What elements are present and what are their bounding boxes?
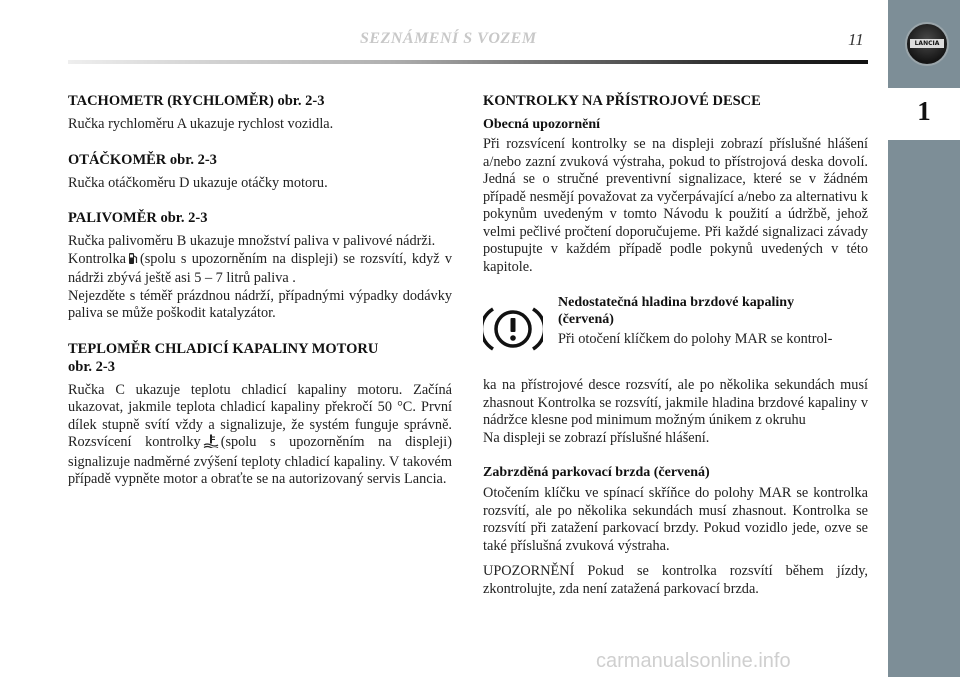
brake-warning-icon bbox=[483, 300, 543, 358]
dashboard-lights-heading: KONTROLKY NA PŘÍSTROJOVÉ DESCE bbox=[483, 93, 761, 109]
coolant-heading-line2: obr. 2-3 bbox=[68, 358, 115, 375]
fuel-warning-text-end: (spolu s upozorněním na displeji) se rozsvítí, když v nádrži zbývá ještě asi 5 – 7 litrů paliva . bbox=[68, 250, 452, 286]
watermark: carmanualsonline.info bbox=[596, 650, 791, 672]
rev-counter-text: Ručka otáčkoměru D ukazuje otáčky motoru. bbox=[68, 174, 328, 191]
left-column bbox=[68, 92, 452, 489]
parking-brake-warning: UPOZORNĚNÍ Pokud se kontrolka rozsvítí během jízdy, zkontrolujte, zda není zatažená parkovací brzda. bbox=[483, 563, 868, 597]
brake-fluid-heading-line2: (červená) bbox=[558, 312, 614, 327]
parking-brake-text: Otočením klíčku ve spínací skříňce do polohy MAR se kontrolka rozsvítí, ale po několika sekundách musí zhasnout. Kontrolka se rozsvítí při zatažení parkovací brzdy. Pokud vozidlo jede, ozve se také příslušná zvuková výstraha. bbox=[483, 485, 868, 554]
chapter-number: 1 bbox=[917, 96, 931, 126]
coolant-temperature-icon bbox=[203, 434, 219, 454]
brake-fluid-text: ka na přístrojové desce rozsvítí, ale po několika sekundách musí zhasnout Kontrolka se rozsvítí, jakmile hladina brzdové kapaliny v nádržce klesne pod minimum možným únikem z okruhu bbox=[483, 377, 868, 428]
brake-fluid-text-first-line: Při otočení klíčkem do polohy MAR se kontrol- bbox=[558, 331, 833, 347]
coolant-text-start: Ručka C ukazuje teplotu chladicí kapaliny motoru. Začíná ukazovat, jakmile teplota chladicí kapaliny překročí 50 °C. První dílek stupně svítí vždy a signalizuje, že systém funguje správně. Rozsvícení kontrolky bbox=[68, 381, 452, 450]
brake-fluid-display-note: Na displeji se zobrazí příslušné hlášení. bbox=[483, 429, 710, 446]
fuel-warning-text bbox=[68, 251, 452, 288]
speedometer-heading: TACHOMETR (RYCHLOMĚR) obr. 2-3 bbox=[68, 93, 325, 109]
brake-fluid-heading-line1: Nedostatečná hladina brzdové kapaliny bbox=[558, 295, 795, 310]
lancia-logo bbox=[905, 22, 949, 66]
rev-counter-heading: OTÁČKOMĚR obr. 2-3 bbox=[68, 151, 217, 168]
running-header: SEZNÁMENÍ S VOZEM bbox=[360, 30, 537, 47]
speedometer-text: Ručka rychloměru A ukazuje rychlost vozidla. bbox=[68, 116, 334, 132]
header-rule bbox=[68, 60, 868, 64]
fuel-pump-icon bbox=[128, 251, 138, 271]
fuel-warning-text-start: Kontrolka bbox=[68, 250, 126, 267]
chapter-side-tab bbox=[888, 0, 960, 677]
general-warnings-subheading: Obecná upozornění bbox=[483, 117, 601, 132]
logo-text: LANCIA bbox=[914, 40, 940, 47]
fuel-empty-advice: Nejezděte s téměř prázdnou nádrží, případnými výpadky dodávky paliva se může poškodit katalyzátor. bbox=[68, 287, 452, 321]
parking-brake-heading: Zabrzděná parkovací brzda (červená) bbox=[483, 465, 710, 480]
brake-fluid-section bbox=[483, 294, 868, 414]
fuel-gauge-heading: PALIVOMĚR obr. 2-3 bbox=[68, 210, 208, 226]
coolant-text-end: (spolu s upozorněním na displeji) signalizuje nadměrné zvýšení teploty chladicí kapaliny. V takovém případě vypněte motor a obraťte se na autorizovaný servis Lancia. bbox=[68, 434, 453, 487]
coolant-text bbox=[68, 382, 452, 489]
fuel-gauge-text: Ručka palivoměru B ukazuje množství paliva v palivové nádrži. bbox=[68, 233, 436, 249]
right-column bbox=[483, 92, 868, 598]
page-number: 11 bbox=[848, 30, 864, 49]
coolant-heading-line1: TEPLOMĚR CHLADICÍ KAPALINY MOTORU bbox=[68, 340, 379, 357]
general-warnings-text: Při rozsvícení kontrolky se na displeji zobrazí příslušné hlášení a/nebo zazní zvuková výstraha, pokud to přístrojová deska dovolí. Jedná se o stručné preventivní signalizace, které se v žádném případě nesmějí považovat za vyčerpávající a/nebo za alternativu k pokynům uvedeným v tomto Návodu k použití a údržbě, jehož velmi pečlivé pročtení doporučujeme. Při každé signalizaci závady postupujte v každém případě podle pokynů uvedených v této kapitole. bbox=[483, 136, 868, 275]
